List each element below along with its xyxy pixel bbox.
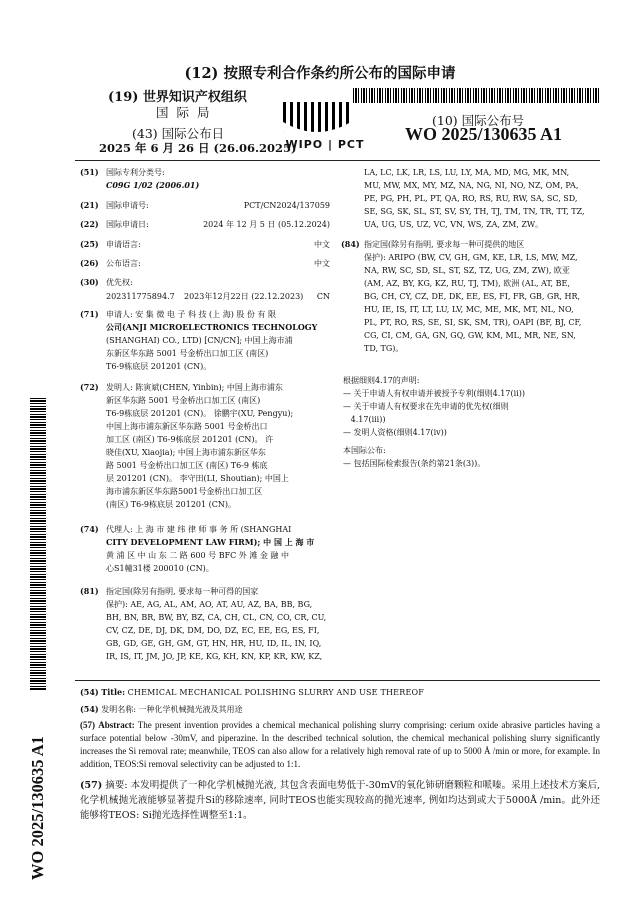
field-21-num: (21) — [80, 200, 99, 210]
field-22-num: (22) — [80, 219, 99, 229]
designated-states-continued — [364, 166, 600, 231]
field-26-label: 公布语言: — [106, 259, 141, 268]
field-22-label: 国际申请日: — [106, 220, 149, 229]
abstract-label-cn: 摘要: — [105, 780, 128, 791]
abstract-text-cn: 本发明提供了一种化学机械抛光液, 其包含表面电势低于-30mV的氧化铈研磨颗粒和哌嗪。采用上述技术方案后, 化学机械抛光液能够显著提升Si的移除速率, 同时TEOS也能实现较高的抛光速率, 例如均达到或大于5000Å /min。此外还能够将TEOS: Si抛光选择性调整至1:1。 — [80, 780, 600, 821]
agent-line: 心S1幢31楼 200010 (CN)。 — [106, 564, 214, 573]
org-name: (19) 世界知识产权组织 — [108, 90, 247, 105]
title-label-cn: 发明名称: — [101, 705, 136, 714]
agent-line: 代理人: 上 海 市 建 纬 律 师 事 务 所 (SHANGHAI — [106, 525, 292, 534]
applicant-line: 公司(ANJI MICROELECTRONICS TECHNOLOGY — [106, 322, 318, 332]
vertical-pub-number: WO 2025/130635 A1 — [28, 736, 47, 880]
regional-line: NA, RW, SC, SD, SL, ST, SZ, TZ, UG, ZM, ZW), 欧亚 — [364, 266, 570, 275]
field-30-num: (30) — [80, 277, 99, 287]
declarations-list — [343, 387, 601, 439]
states-line: UA, UG, US, UZ, VC, VN, WS, ZA, ZM, ZW。 — [364, 220, 544, 229]
field-51-num: (51) — [80, 167, 99, 177]
field-57-num: (57) — [80, 780, 103, 791]
field-51 — [80, 166, 165, 179]
states-line: 指定国(除另有指明, 要求每一种可得的国家 — [106, 587, 259, 596]
states-line: CV, CZ, DE, DJ, DK, DM, DO, DZ, EC, EE, EG, ES, FI, — [106, 626, 320, 635]
inventor-line: 中国上海市浦东新区华东路 5001 号金桥出口 — [106, 422, 268, 431]
abstract-chinese — [80, 778, 600, 823]
states-line: BH, BN, BR, BW, BY, BZ, CA, CH, CL, CN, CO, CR, CU, — [106, 613, 327, 622]
wipo-pct-label: WIPO | PCT — [285, 138, 365, 151]
states-line: 保护): AE, AG, AL, AM, AO, AT, AU, AZ, BA, BB, BG, — [106, 600, 313, 609]
field-25-num: (25) — [80, 239, 99, 249]
inventors-block — [106, 381, 332, 511]
applicant-line: 东新区华东路 5001 号金桥出口加工区 (南区) — [106, 349, 269, 358]
declaration-item: — 发明人资格(细则4.17(iv)) — [343, 428, 447, 437]
agent-line: CITY DEVELOPMENT LAW FIRM); 中 国 上 海 市 — [106, 537, 315, 547]
application-number: PCT/CN2024/137059 — [243, 201, 330, 210]
agent-line: 黄 浦 区 中 山 东 二 路 600 号 BFC 外 滩 金 融 中 — [106, 551, 289, 560]
title-english — [80, 686, 424, 699]
abstract-label: Abstract: — [98, 720, 135, 730]
field-81-num: (81) — [80, 586, 99, 596]
priority-data — [106, 290, 330, 303]
field-57-num: (57) — [80, 720, 95, 730]
declaration-item: — 关于申请人有权申请并被授予专利(细则4.17(ii)) — [343, 389, 525, 398]
designated-states-national — [106, 585, 332, 663]
inventor-line: 发明人: 陈寅斌(CHEN, Yinbin); 中国上海市浦东 — [106, 383, 283, 392]
filing-language: 中文 — [314, 240, 330, 249]
field-26 — [80, 257, 330, 270]
barcode-top — [353, 88, 601, 103]
org-bureau: 国 际 局 — [156, 105, 212, 120]
priority-number: 202311775894.7 — [106, 292, 175, 301]
publication-item: — 包括国际检索报告(条约第21条(3))。 — [343, 459, 486, 468]
inventor-line: (南区) T6-9栋底层 201201 (CN)。 — [106, 500, 236, 509]
field-72-num: (72) — [80, 382, 99, 392]
applicant-line: 申请人: 安 集 微 电 子 科 技 (上 海) 股 份 有 限 — [106, 310, 276, 319]
field-54-num: (54) — [80, 704, 99, 714]
pub-date-label: (43) 国际公布日 — [132, 126, 225, 141]
barcode-side — [30, 398, 46, 690]
regional-line: HU, IE, IS, IT, LT, LU, LV, MC, ME, MK, MT, NL, NO, — [364, 305, 574, 314]
publication-title: 本国际公布: — [343, 446, 386, 455]
applicant-block — [106, 308, 332, 373]
states-line: MU, MW, MX, MY, MZ, NA, NG, NI, NO, NZ, OM, PA, — [364, 181, 579, 190]
pub-date: 2025 年 6 月 26 日 (26.06.2025) — [99, 141, 297, 155]
applicant-line: (SHANGHAI) CO., LTD) [CN/CN]; 中国上海市浦 — [106, 336, 293, 345]
regional-line: CG, CI, CM, GA, GN, GQ, GW, KM, ML, MR, NE, SN, — [364, 331, 576, 340]
field-25-label: 申请语言: — [106, 240, 141, 249]
publication-language: 中文 — [314, 259, 330, 268]
publication-list — [343, 457, 601, 470]
applicant-line: T6-9栋底层 201201 (CN)。 — [106, 362, 212, 371]
agent-block — [106, 523, 332, 575]
abstract-english — [80, 719, 600, 771]
field-51-label: 国际专利分类号: — [106, 168, 165, 177]
field-21 — [80, 199, 330, 212]
pub-no-label: (10) 国际公布号 — [432, 113, 525, 128]
states-line: IR, IS, IT, JM, JO, JP, KE, KG, KH, KN, KP, KR, KW, KZ, — [106, 652, 323, 661]
designated-states-regional — [364, 238, 600, 355]
title-label: Title: — [101, 687, 126, 697]
states-line: LA, LC, LK, LR, LS, LU, LY, MA, MD, MG, MK, MN, — [364, 168, 570, 177]
pub-number: WO 2025/130635 A1 — [405, 124, 563, 144]
inventor-line: 新区华东路 5001 号金桥出口加工区 (南区) — [106, 396, 261, 405]
field-84-num: (84) — [341, 239, 360, 249]
inventor-line: 晓佳(XU, Xiaojia); 中国上海市浦东新区华东 — [106, 448, 266, 457]
abstract-text-en: The present invention provides a chemical mechanical polishing slurry comprising: cerium oxide abrasive particles having a surface potential below -30mV, and piperazine. In the described technical solution, the chemical mechanical polishing slurry significantly increases the Si removal rate; meanwhile, TEOS can also allow for a relatively high removal rate of up to 5000 Å /min or more, for example. In addition, TEOS:Si removal selectivity can be adjusted to 1:1. — [80, 720, 601, 769]
states-line: SE, SG, SK, SL, ST, SV, SY, TH, TJ, TM, TN, TR, TT, TZ, — [364, 207, 585, 216]
regional-line: (AM, AZ, BY, KG, KZ, RU, TJ, TM), 欧洲 (AL, AT, BE, — [364, 279, 570, 288]
ipc-class: C09G 1/02 (2006.01) — [106, 180, 200, 190]
field-54-num: (54) — [80, 687, 99, 697]
filing-date: 2024 年 12 月 5 日 (05.12.2024) — [203, 220, 330, 229]
title-value-en: CHEMICAL MECHANICAL POLISHING SLURRY AND USE THEREOF — [127, 688, 424, 697]
regional-line: 保护): ARIPO (BW, CV, GH, GM, KE, LR, LS, MW, MZ, — [364, 253, 578, 262]
title-chinese — [80, 703, 243, 716]
field-21-label: 国际申请号: — [106, 201, 149, 210]
field-25 — [80, 238, 330, 251]
priority-country: CN — [316, 292, 330, 301]
header-rule — [75, 160, 600, 161]
regional-line: 指定国(除另有指明, 要求每一种可提供的地区 — [364, 240, 525, 249]
field-30-label: 优先权: — [106, 278, 133, 287]
states-line: PE, PG, PH, PL, PT, QA, RO, RS, RU, RW, SA, SC, SD, — [364, 194, 578, 203]
inventor-line: 层 201201 (CN)。 李守田(LI, Shoutian); 中国上 — [106, 474, 289, 483]
inventor-line: 海市浦东新区华东路5001号金桥出口加工区 — [106, 487, 263, 496]
regional-line: BG, CH, CY, CZ, DE, DK, EE, ES, FI, FR, GB, GR, HR, — [364, 292, 581, 301]
regional-line: TD, TG)。 — [364, 344, 404, 353]
abstract-rule — [75, 680, 600, 681]
field-30 — [80, 276, 133, 289]
declaration-item: 4.17(iii)) — [343, 415, 386, 424]
inventor-line: T6-9栋底层 201201 (CN)。 徐鹏宇(XU, Pengyu); — [106, 409, 294, 418]
inventor-line: 路 5001 号金桥出口加工区 (南区) T6-9 栋底 — [106, 461, 268, 470]
states-line: GB, GD, GE, GH, GM, GT, HN, HR, HU, ID, IL, IN, IQ, — [106, 639, 322, 648]
declaration-item: — 关于申请人有权要求在先申请的优先权(细则 — [343, 402, 509, 411]
regional-line: PL, PT, RO, RS, SE, SI, SK, SM, TR), OAPI (BF, BJ, CF, — [364, 318, 582, 327]
inventor-line: 加工区 (南区) T6-9栋底层 201201 (CN)。 许 — [106, 435, 274, 444]
declarations-title: 根据细则4.17的声明: — [343, 376, 420, 385]
field-71-num: (71) — [80, 309, 99, 319]
field-22 — [80, 218, 330, 231]
document-title: (12) 按照专利合作条约所公布的国际申请 — [184, 65, 456, 82]
field-74-num: (74) — [80, 524, 99, 534]
field-26-num: (26) — [80, 258, 99, 268]
title-value-cn: 一种化学机械抛光液及其用途 — [138, 705, 243, 714]
priority-date: 2023年12月22日 (22.12.2023) — [184, 292, 304, 301]
